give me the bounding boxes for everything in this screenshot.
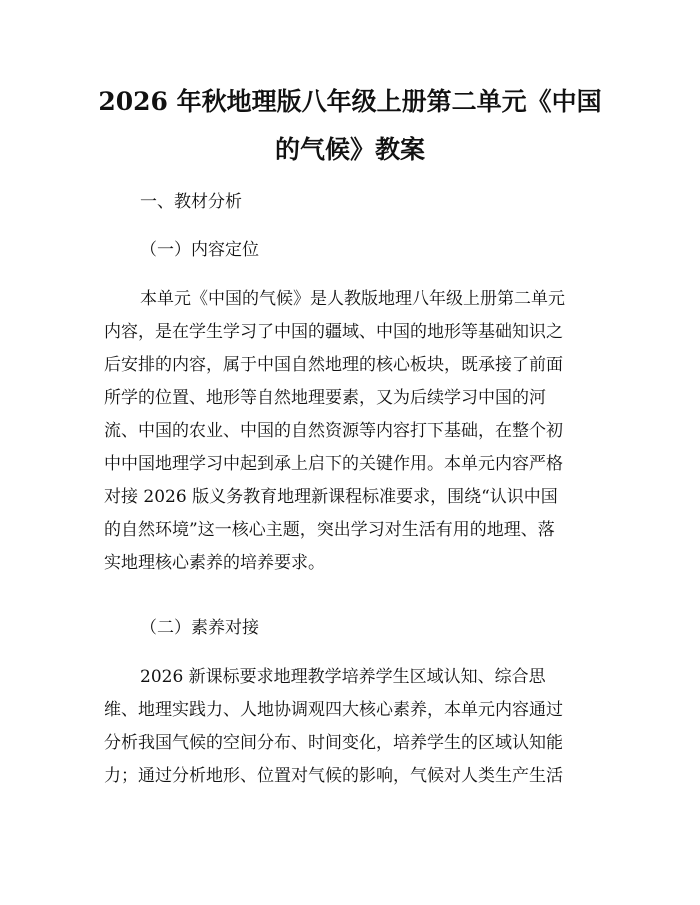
paragraph-line: 对接 2026 版义务教育地理新课程标准要求，围绕“认识中国	[104, 487, 558, 507]
paragraph-line: 的自然环境”这一核心主题，突出学习对生活有用的地理、落	[104, 520, 555, 540]
paragraph-line: 流、中国的农业、中国的自然资源等内容打下基础，在整个初	[104, 421, 563, 441]
subsection-heading-literacy-alignment: （二）素养对接	[140, 618, 259, 638]
paragraph-line: 力；通过分析地形、位置对气候的影响，气候对人类生产生活	[104, 766, 563, 786]
subsection-heading-content-positioning: （一）内容定位	[140, 240, 259, 260]
paragraph-line: 实地理核心素养的培养要求。	[104, 553, 325, 573]
document-title-line-1: 2026 年秋地理版八年级上册第二单元《中国	[98, 87, 602, 116]
paragraph-line: 本单元《中国的气候》是人教版地理八年级上册第二单元	[140, 289, 565, 309]
paragraph-line: 分析我国气候的空间分布、时间变化，培养学生的区域认知能	[104, 733, 563, 753]
paragraph-line: 所学的位置、地形等自然地理要素，又为后续学习中国的河	[104, 388, 546, 408]
paragraph-line: 2026 新课标要求地理教学培养学生区域认知、综合思	[140, 667, 546, 687]
paragraph-line: 后安排的内容，属于中国自然地理的核心板块，既承接了前面	[104, 355, 563, 375]
document-title-line-2: 的气候》教案	[274, 135, 425, 164]
section-heading-teaching-material-analysis: 一、教材分析	[140, 192, 242, 212]
paragraph-line: 中中国地理学习中起到承上启下的关键作用。本单元内容严格	[104, 454, 563, 474]
paragraph-line: 维、地理实践力、人地协调观四大核心素养，本单元内容通过	[104, 700, 563, 720]
paragraph-line: 内容，是在学生学习了中国的疆域、中国的地形等基础知识之	[104, 322, 563, 342]
